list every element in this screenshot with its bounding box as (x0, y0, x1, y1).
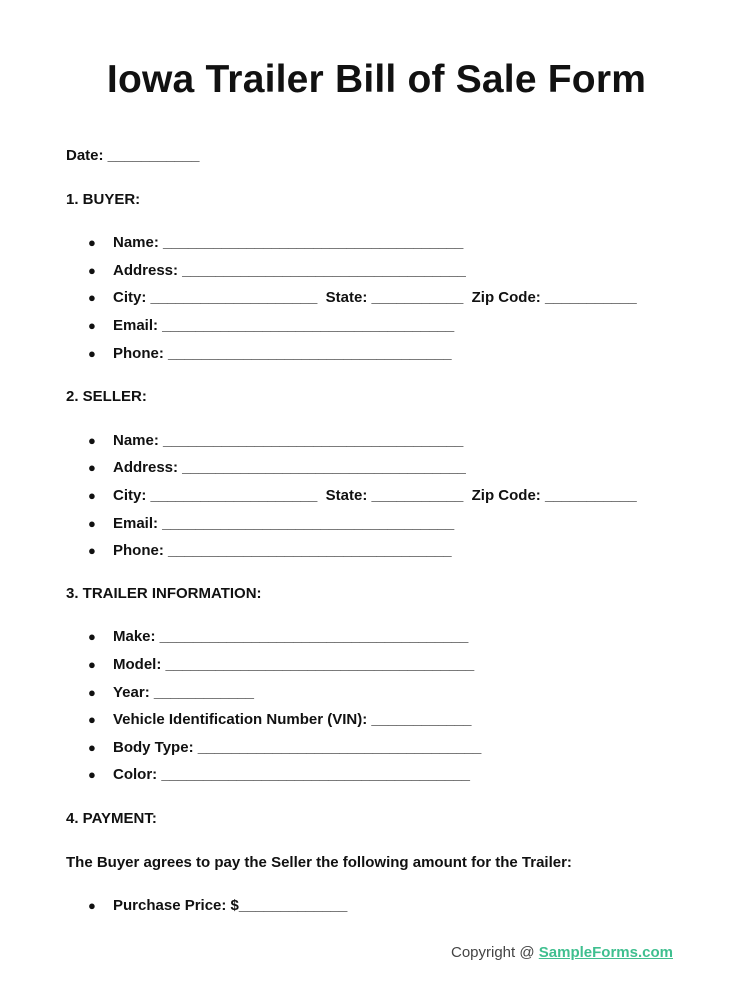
trailer-vin-field: ● Vehicle Identification Number (VIN): ____________ (88, 711, 472, 728)
payment-heading: 4. PAYMENT: (66, 810, 157, 827)
bullet-icon: ● (88, 460, 96, 475)
bullet-icon: ● (88, 346, 96, 361)
buyer-city-state-zip-field: ● City: ____________________ State: ___________ Zip Code: ___________ (88, 289, 637, 306)
bullet-icon: ● (88, 767, 96, 782)
bullet-icon: ● (88, 712, 96, 727)
seller-email-field: ● Email: ___________________________________ (88, 515, 455, 532)
seller-city-state-zip-field: ● City: ____________________ State: ___________ Zip Code: ___________ (88, 487, 637, 504)
date-field: Date: ___________ (66, 147, 200, 164)
page-title: Iowa Trailer Bill of Sale Form (106, 58, 647, 101)
bullet-icon: ● (88, 516, 96, 531)
bullet-icon: ● (88, 898, 96, 913)
bullet-icon: ● (88, 685, 96, 700)
copyright-prefix: Copyright @ (451, 944, 539, 961)
seller-address-field: ● Address: __________________________________ (88, 459, 466, 476)
buyer-name-field: ● Name: ____________________________________ (88, 234, 464, 251)
bullet-icon: ● (88, 543, 96, 558)
bullet-icon: ● (88, 488, 96, 503)
seller-name-field: ● Name: ____________________________________ (88, 432, 464, 449)
bullet-icon: ● (88, 263, 96, 278)
trailer-body-type-field: ● Body Type: __________________________________ (88, 739, 482, 756)
trailer-model-field: ● Model: _____________________________________ (88, 656, 475, 673)
trailer-color-field: ● Color: _____________________________________ (88, 766, 470, 783)
bullet-icon: ● (88, 740, 96, 755)
trailer-make-field: ● Make: _____________________________________ (88, 628, 469, 645)
trailer-heading: 3. TRAILER INFORMATION: (66, 585, 262, 602)
seller-heading: 2. SELLER: (66, 388, 147, 405)
brand-link[interactable]: SampleForms.com (538, 944, 673, 961)
purchase-price-field: ● Purchase Price: $_____________ (88, 897, 348, 914)
bullet-icon: ● (88, 433, 96, 448)
buyer-heading: 1. BUYER: (66, 191, 141, 208)
bullet-icon: ● (88, 318, 96, 333)
seller-phone-field: ● Phone: __________________________________ (88, 542, 452, 559)
bullet-icon: ● (88, 629, 96, 644)
buyer-address-field: ● Address: __________________________________ (88, 262, 466, 279)
trailer-year-field: ● Year: ____________ (88, 684, 254, 701)
payment-statement: The Buyer agrees to pay the Seller the following amount for the Trailer: (66, 854, 572, 871)
bullet-icon: ● (88, 290, 96, 305)
copyright-notice (451, 944, 673, 961)
buyer-phone-field: ● Phone: __________________________________ (88, 345, 452, 362)
bullet-icon: ● (88, 235, 96, 250)
bullet-icon: ● (88, 657, 96, 672)
buyer-email-field: ● Email: ___________________________________ (88, 317, 455, 334)
